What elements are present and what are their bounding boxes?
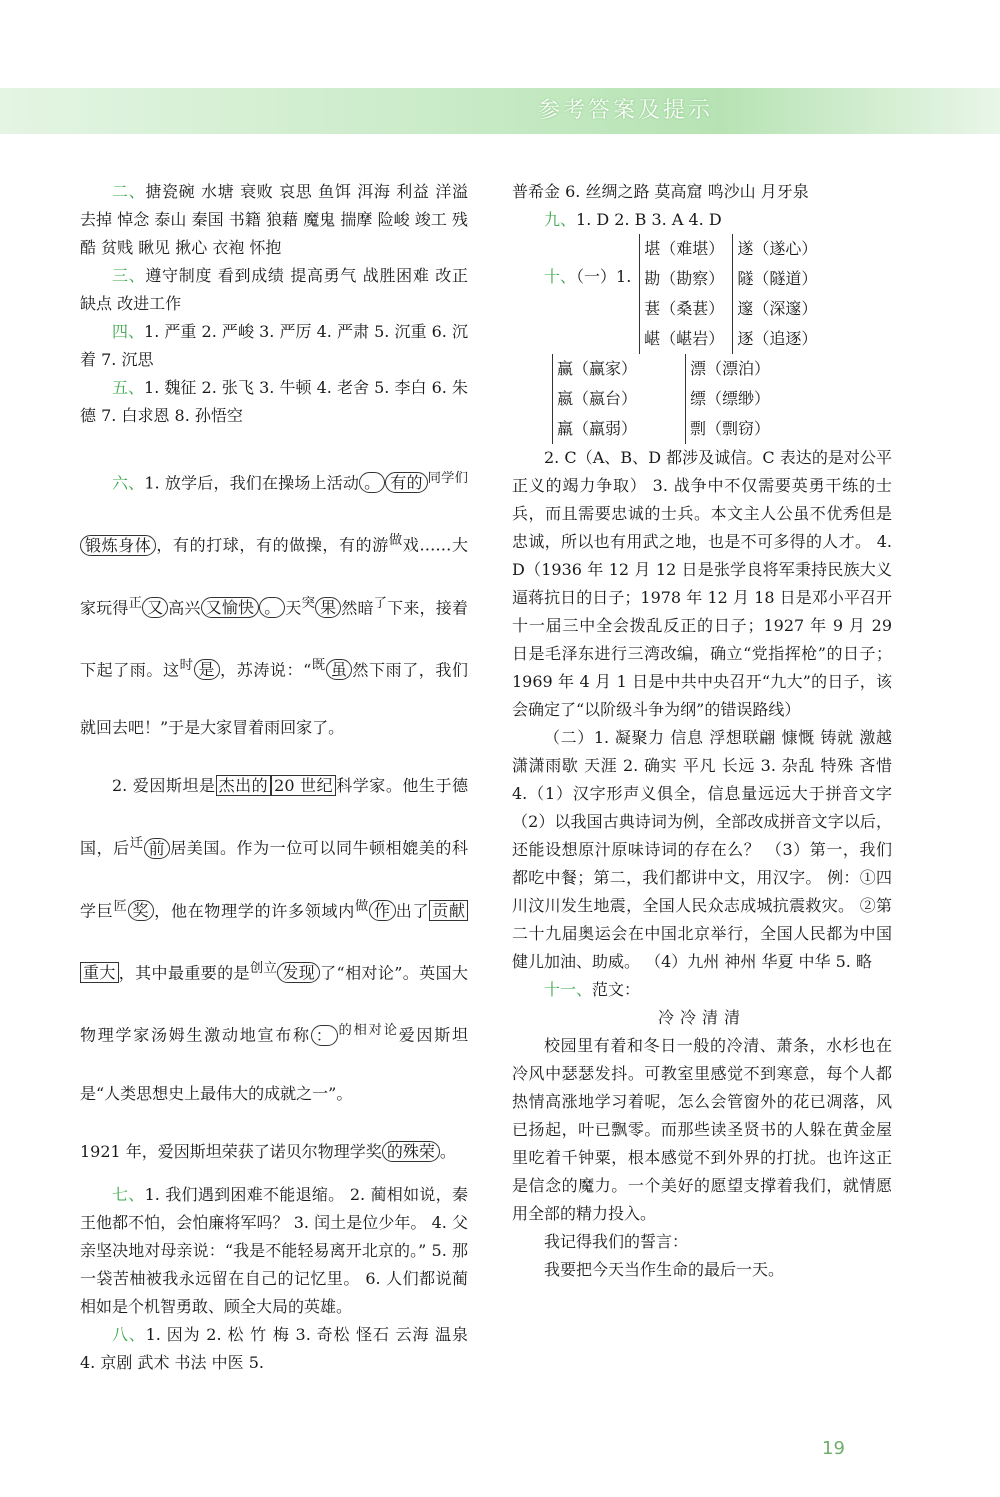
insert-note: 迁 [129,836,144,852]
text-run: 2. 爱因斯坦是 [112,776,216,796]
section-number: 十一、 [544,980,593,999]
word-item: 逐（追逐） [737,329,818,348]
text-run: 爱因斯坦是“人类思想史上最伟大的成就之一”。 [80,1025,468,1103]
section-2 [80,178,468,262]
boxed-word: 贡献 [429,900,468,921]
text-run: 戏……大家玩得 [80,535,468,617]
section-text: 1. D 2. B 3. A 4. D [576,210,722,229]
section-5 [80,374,468,430]
section-10-part-1-answers: 2. C（A、B、D 都涉及诚信。C 表达的是对公平正义的竭力争取） 3. 战争中不仅需要英勇干练的士兵，而且需要忠诚的士兵。本文主人公虽不优秀但是忠诚，所以也有用武之地，也是不可多得的人才。 4. D（1936 年 12 月 12 日是张学良将军秉持民族大义逼蒋抗日的日子；1978 年 12 月 18 日是邓小平召开十一届三中全会拨乱反正的日子；1927 年 9 月 29 日是毛泽东进行三湾改编，确立“党指挥枪”的日子；1969 年 4 月 1 日是中共中央召开“九大”的日子，该会确定了“以阶级斗争为纲”的错误路线） [512,448,892,719]
section-6-para-3 [80,1123,468,1181]
essay-paragraph: 我记得我们的誓言： [544,1232,689,1251]
page-number: 19 [822,1438,845,1459]
insert-note: 了 [373,595,388,611]
section-4 [80,318,468,374]
section-6-para-2 [80,757,468,1122]
word-item: 遂（遂心） [737,239,818,258]
word-item: 剽（剽窃） [690,419,771,438]
text-run: 了“相对论”。英国大物理学家汤姆生激动地宣布称 [80,963,468,1045]
word-item: 邃（深邃） [737,299,818,318]
section-number: 六、 [112,473,145,493]
circled-word: 果 [315,597,341,618]
insert-note: 的相对论 [338,1023,399,1039]
correction-mark: ： [311,1025,339,1046]
insert-note: 同学们 [427,471,468,486]
correction-mark: 。 [359,472,385,493]
left-column [80,178,468,1377]
circled-word: 是 [194,659,221,680]
text-run: 下来，接着下起了雨。这 [80,597,468,680]
section-number: 二、 [112,182,146,201]
circled-word: 作 [369,900,396,921]
circled-word: 奖 [128,900,155,921]
word-item: 嵁（嵁岩） [644,329,725,348]
section-10-label [512,234,631,354]
insert-note: 创立 [249,960,278,976]
section-number: 五、 [112,378,145,397]
circled-word: 的殊荣 [382,1141,440,1162]
section-text: 遵守制度 看到成绩 提高勇气 战胜困难 改正缺点 改进工作 [80,266,468,313]
insert-note: 做 [354,898,370,914]
text-run: 然下雨了，我们就回去吧！”于是大家冒着雨回家了。 [80,660,468,738]
text-run: 。 [439,1141,456,1161]
essay-paragraph: 我要把今天当作生命的最后一天。 [544,1260,785,1279]
text-run: 出了 [395,900,430,920]
circled-word: 虽 [326,659,353,680]
section-number: 三、 [112,266,146,285]
header-title: 参考答案及提示 [538,98,714,123]
word-group [732,234,817,354]
sub-label: （一）1. [576,267,632,286]
section-number: 十、 [544,267,577,286]
text-run: ，其中最重要的是 [118,963,250,983]
section-7 [80,1181,468,1321]
insert-note: 既 [311,657,326,673]
text-run: 居美国。作为一位可以同牛顿相媲美的科学巨 [80,838,468,920]
circled-word: 锻炼身体 [80,535,156,556]
section-text: 1. 魏征 2. 张飞 3. 牛顿 4. 老舍 5. 李白 6. 朱德 7. 白求恩 8. 孙悟空 [80,378,468,425]
word-item: 葚（桑葚） [644,299,725,318]
section-10-part-2-answers: （二）1. 凝聚力 信息 浮想联翩 慷慨 铸就 激越 潇潇雨歇 天涯 2. 确实 平凡 长远 3. 杂乱 特殊 吝惜 4.（1）汉字形声义俱全，信息量远远大于拼音文字 （2）以我国古典诗词为例，全部改成拼音文字以后，还能设想原汁原味诗词的存在么？ （3）第一，我们都吃中餐；第二，我们都讲中文，用汉字。 例：①四川汶川发生地震，全国人民众志成城抗震救灾。 ②第二十九届奥运会在中国北京举行，全国人民都为中国健儿加油、助威。 （4）九州 神州 华夏 中华 5. 略 [512,728,892,971]
word-group [552,354,637,444]
word-item: 隧（隧道） [737,269,818,288]
section-text: 1. 我们遇到困难不能退缩。 2. 蔺相如说，秦王他都不怕，会怕廉将军吗？ 3. 闰土是位少年。 4. 父亲坚决地对母亲说：“我是不能轻易离开北京的。” 5. 那一袋苦柚被我永远留在自己的记忆里。 6. 人们都说蔺相如是个机智勇敢、顾全大局的英雄。 [80,1184,468,1316]
word-item: 羸（羸弱） [557,419,638,438]
section-text: 1. 因为 2. 松 竹 梅 3. 奇松 怪石 云海 温泉 4. 京剧 武术 书法 中医 5. [80,1324,468,1372]
word-item: 赢（赢家） [557,359,638,378]
word-item: 漂（漂泊） [690,359,771,378]
text-run: 高兴 [168,597,201,617]
section-10-word-groups [512,234,892,354]
insert-note: 时 [179,657,194,673]
insert-note: 突 [301,595,316,611]
text-run: 然暗 [341,597,374,617]
word-group [639,234,724,354]
text-run: ，有的打球，有的做操，有的游 [156,535,389,555]
text-run: 科学家。他生于德国，后 [80,776,468,858]
word-item: 缥（缥缈） [690,389,771,408]
section-number: 九、 [544,210,577,229]
section-text: 搪瓷碗 水塘 衰败 哀思 鱼饵 洱海 利益 洋溢 去掉 悼念 泰山 秦国 书籍 狼藉 魔鬼 揣摩 险峻 竣工 残酷 贫贱 瞅见 揪心 衣袍 怀抱 [80,182,468,257]
circled-word: 前 [144,838,171,859]
boxed-word: 20 世纪 [271,775,336,796]
section-10-word-groups-2 [552,354,892,444]
text-run: ，他在物理学的许多领域内 [154,900,355,920]
word-group [685,354,770,444]
correction-mark: 。 [259,597,285,618]
section-9 [512,206,892,234]
section-text: 1. 严重 2. 严峻 3. 严厉 4. 严肃 5. 沉重 6. 沉着 7. 沉思 [80,322,468,369]
boxed-word: 重大 [80,962,119,983]
essay-paragraph: 校园里有着和冬日一般的冷清、萧条，水杉也在冷风中瑟瑟发抖。可教室里感觉不到寒意，每个人都热情高涨地学习着呢，怎么会管窗外的花已凋落，风已扬起，叶已飘零。而那些读圣贤书的人躲在黄金屋里吃着千钟粟，根本感觉不到外界的打扰。也许这正是信念的魔力。一个美好的愿望支撑着我们，就情愿用全部的精力投入。 [512,1036,892,1223]
word-item: 嬴（嬴台） [557,389,638,408]
section-6-para-1 [80,450,468,757]
word-item: 堪（难堪） [644,239,725,258]
boxed-word: 杰出的 [216,775,272,796]
header-banner [0,88,1000,134]
section-number: 四、 [112,322,145,341]
section-11 [512,976,892,1004]
circled-word: 有的 [385,472,427,493]
word-item: 勘（勘察） [644,269,725,288]
text-run: 1. 放学后，我们在操场上活动 [144,473,360,493]
text-run: 天 [285,597,302,617]
section-number: 八、 [112,1324,146,1344]
circled-word: 发现 [277,962,320,983]
text-run: 1921 年，爱因斯坦荣获了诺贝尔物理学奖 [80,1141,382,1161]
insert-note: 正 [128,595,143,611]
circled-word: 又愉快 [201,597,260,618]
section-8-continued: 普希金 6. 丝绸之路 莫高窟 鸣沙山 月牙泉 [512,182,809,201]
text-run: ，苏涛说：“ [220,660,312,680]
section-label: 范文： [592,980,641,999]
section-3 [80,262,468,318]
section-number: 七、 [112,1184,145,1204]
right-column [512,178,892,1284]
circled-word: 又 [142,597,168,618]
insert-note: 做 [388,533,403,549]
essay-title: 冷冷清清 [657,1008,746,1027]
section-8 [80,1321,468,1377]
insert-note: 匠 [113,898,128,914]
